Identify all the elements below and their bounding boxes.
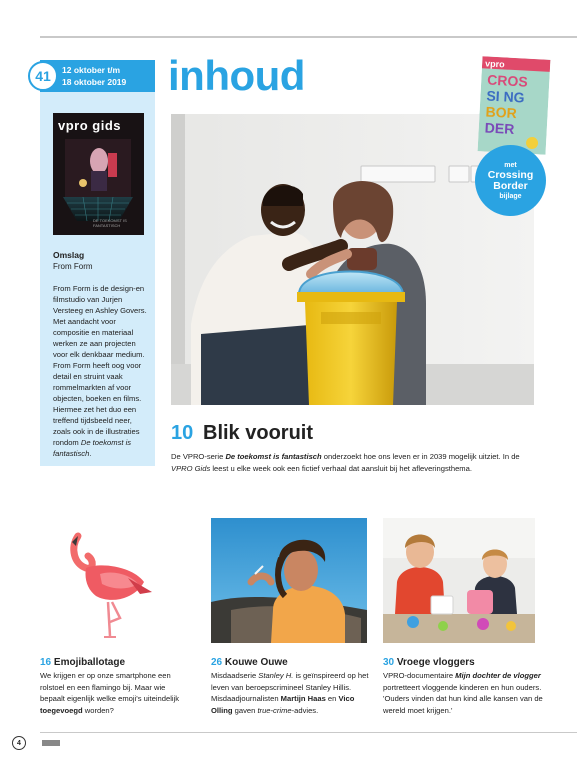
issue-dates	[62, 64, 154, 88]
feature-description	[171, 451, 541, 475]
item-documentary-title: Mijn dochter de vlogger	[455, 671, 541, 680]
item-text-1: VPRO-documentaire	[383, 671, 456, 680]
item-text-4: gaven	[232, 705, 258, 715]
issue-number-badge: 41	[28, 61, 58, 91]
cover-description-end: .	[89, 449, 92, 458]
item-genre: true-crime	[257, 705, 292, 715]
feature-gids-title: VPRO Gids	[171, 464, 211, 473]
item-journalist-1: Martijn Haas	[280, 694, 326, 703]
feature-text-3: leest u elke week ook een fictief verhaal dat aansluit bij het afleveringsthema.	[210, 464, 472, 473]
flamingo-icon	[40, 518, 165, 643]
item-text-2: portretteert vloggende kinderen en hun ouders. 'Ouders vinden dat hun kind alle kansen van de wereld moet krijgen.'	[383, 682, 543, 715]
item-title: Kouwe Ouwe	[224, 657, 288, 668]
badge-line3: Border	[493, 179, 528, 192]
svg-text:CROS: CROS	[486, 71, 529, 90]
emoji-flamingo-image[interactable]	[40, 518, 165, 643]
supplement-magazine-cover[interactable]	[478, 56, 551, 154]
feature-text-1: De VPRO-serie	[171, 452, 226, 461]
cover-image[interactable]	[53, 113, 144, 235]
footer-logo-icon	[42, 740, 60, 746]
item-text-5: -advies.	[291, 705, 319, 715]
item-title: Vroege vloggers	[396, 657, 475, 668]
item-page-number: 16	[40, 657, 52, 668]
man-smoking-photo-icon	[211, 518, 367, 643]
item-description-kouwe-ouwe	[211, 670, 371, 716]
kids-vlogging-photo-icon	[383, 518, 535, 643]
svg-text:DER: DER	[484, 119, 515, 138]
cover-heading: Omslag	[53, 250, 85, 260]
item-text-1: Misdaadserie	[211, 671, 259, 680]
item-page-number: 26	[211, 657, 223, 668]
feature-text-2: onderzoekt hoe ons leven er in 2039 mogelijk uitziet. In de	[321, 452, 520, 461]
item-page-number: 30	[383, 657, 395, 668]
bottom-divider	[40, 732, 577, 733]
feature-title[interactable]: Blik vooruit	[203, 422, 314, 444]
cover-description-text: From Form is de design-en filmstudio van Jurjen Versteeg en Ashley Govers. Met aandacht voor compositie en materiaal werken ze aan projecten voor elk denkbaar medium. From Form heeft oog voor detail en struint vaak rommelmarkten af voor objecten, boeken en films. Hiermee zet het duo een treffend tijdsbeeld neer, zoals ook in de illustraties rondom	[53, 284, 147, 447]
badge-line1: met	[504, 161, 517, 169]
supplement-badge	[475, 145, 546, 216]
feature-series-title: De toekomst is fantastisch	[225, 452, 322, 461]
top-divider	[40, 36, 577, 38]
item-description-vloggers	[383, 670, 543, 716]
supplement-magazine-logo: vpro	[484, 58, 505, 70]
item-heading-vloggers[interactable]	[383, 657, 543, 669]
cover-magazine-name: vpro gids	[58, 118, 122, 133]
item-text-3: en	[325, 694, 339, 703]
stanley-h-still-image[interactable]	[211, 518, 367, 643]
vloggers-still-image[interactable]	[383, 518, 535, 643]
hero-photo-couple-icon	[171, 114, 534, 405]
item-text-1: We krijgen er op onze smartphone een rolstoel en een flamingo bij. Maar wie bepaalt eigenlijk welke emoji's uiteindelijk	[40, 671, 180, 703]
item-heading-emoji[interactable]	[40, 657, 190, 669]
item-description-emoji	[40, 670, 190, 716]
svg-text:SI NG: SI NG	[486, 87, 525, 106]
cover-description	[53, 283, 151, 459]
hero-photo[interactable]	[171, 114, 534, 405]
feature-page-number: 10	[171, 422, 194, 444]
issue-dates-line2: 18 oktober 2019	[62, 77, 127, 87]
badge-line2: Crossing	[487, 168, 534, 181]
item-text-bold: toegevoegd	[40, 705, 83, 715]
item-heading-kouwe-ouwe[interactable]	[211, 657, 371, 669]
page-title: inhoud	[168, 52, 305, 99]
item-title: Emojiballotage	[53, 657, 126, 668]
page-number: 4	[12, 736, 26, 750]
cover-description-series-title: De toekomst is fantastisch	[53, 438, 132, 458]
item-series-title: Stanley H.	[258, 671, 294, 680]
issue-dates-line1: 12 oktober t/m	[62, 65, 121, 75]
cover-subtext: DE TOEKOMST IS FANTASTISCH	[93, 218, 127, 228]
cover-credit: From Form	[53, 262, 93, 271]
badge-line4: bijlage	[499, 192, 522, 200]
item-journalist-2: Vico Olling	[211, 694, 355, 715]
supplement-cover-art-icon	[478, 56, 551, 154]
svg-text:BOR: BOR	[485, 103, 518, 122]
item-text-2: is geïnspireerd op het leven van beroepscrimineel Stanley Hillis. Misdaadjournalisten	[211, 671, 369, 703]
item-text-2: worden?	[82, 705, 114, 715]
